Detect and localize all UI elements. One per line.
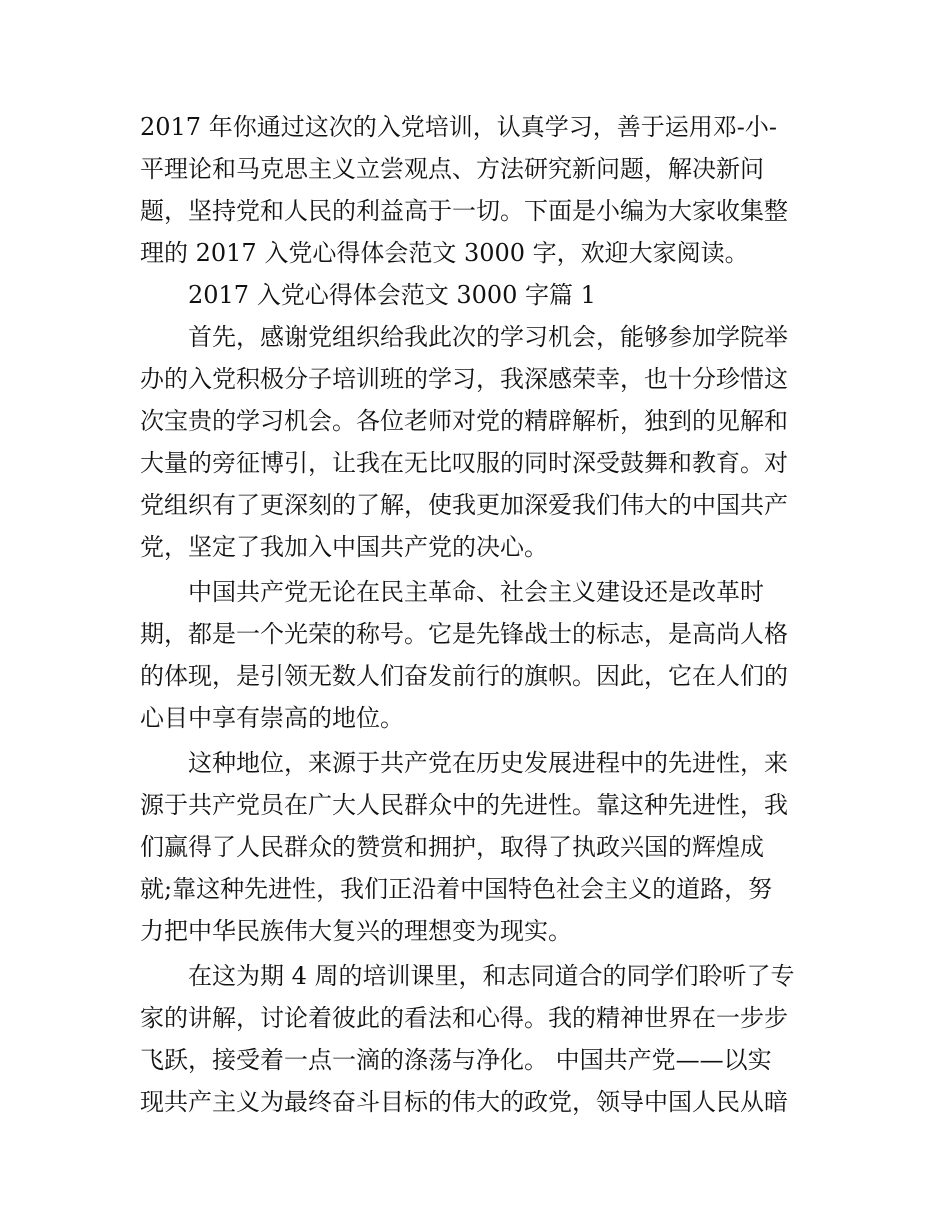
paragraph-4 <box>140 955 820 1123</box>
text-line: 心目中享有崇高的地位。 <box>140 704 404 732</box>
text-line: 力把中华民族伟大复兴的理想变为现实。 <box>140 917 572 945</box>
text-line: 理的 2017 入党心得体会范文 3000 字，欢迎大家阅读。 <box>140 239 749 267</box>
paragraph-1 <box>140 316 820 568</box>
text-line: 2017 年你通过这次的入党培训，认真学习，善于运用邓-小- <box>140 113 777 141</box>
text-line: 源于共产党员在广大人民群众中的先进性。靠这种先进性，我 <box>140 791 788 819</box>
paragraph-2 <box>140 571 820 739</box>
section-heading: 2017 入党心得体会范文 3000 字篇 1 <box>188 281 596 309</box>
text-line: 首先，感谢党组织给我此次的学习机会，能够参加学院举 <box>188 323 788 351</box>
text-line: 办的入党积极分子培训班的学习，我深感荣幸，也十分珍惜这 <box>140 365 788 393</box>
paragraph-3 <box>140 742 820 952</box>
text-line: 期，都是一个光荣的称号。它是先锋战士的标志，是高尚人格 <box>140 620 788 648</box>
text-line: 中国共产党无论在民主革命、社会主义建设还是改革时 <box>188 578 764 606</box>
text-line: 党，坚定了我加入中国共产党的决心。 <box>140 533 548 561</box>
text-line: 次宝贵的学习机会。各位老师对党的精辟解析，独到的见解和 <box>140 407 788 435</box>
text-line: 平理论和马克思主义立尝观点、方法研究新问题，解决新问 <box>140 155 764 183</box>
text-line: 现共产主义为最终奋斗目标的伟大的政党，领导中国人民从暗 <box>140 1088 788 1116</box>
text-line: 飞跃，接受着一点一滴的涤荡与净化。 中国共产党——以实 <box>140 1046 772 1074</box>
text-line: 在这为期 4 周的培训课里，和志同道合的同学们聆听了专 <box>188 962 795 990</box>
text-line: 党组织有了更深刻的了解，使我更加深爱我们伟大的中国共产 <box>140 491 788 519</box>
intro-paragraph <box>140 106 820 274</box>
text-line: 大量的旁征博引，让我在无比叹服的同时深受鼓舞和教育。对 <box>140 449 788 477</box>
text-line: 题，坚持党和人民的利益高于一切。下面是小编为大家收集整 <box>140 197 788 225</box>
text-line: 就;靠这种先进性，我们正沿着中国特色社会主义的道路，努 <box>140 875 773 903</box>
text-line: 们赢得了人民群众的赞赏和拥护，取得了执政兴国的辉煌成 <box>140 833 764 861</box>
text-line: 这种地位，来源于共产党在历史发展进程中的先进性，来 <box>188 749 788 777</box>
text-line: 家的讲解，讨论着彼此的看法和心得。我的精神世界在一步步 <box>140 1004 788 1032</box>
text-line: 的体现，是引领无数人们奋发前行的旗帜。因此，它在人们的 <box>140 662 788 690</box>
